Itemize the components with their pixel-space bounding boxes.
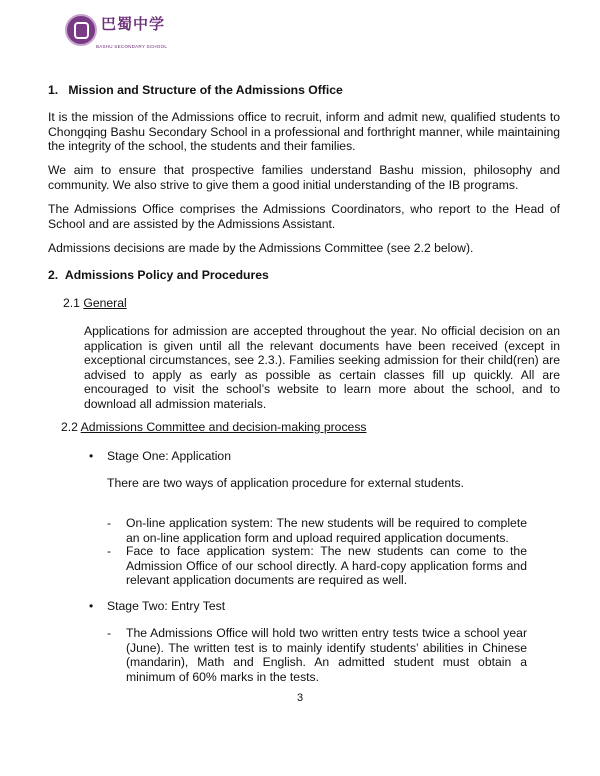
dash-marker: - — [107, 516, 112, 530]
section1-paragraph-decisions: Admissions decisions are made by the Admissions Committee (see 2.2 below). — [48, 241, 474, 255]
subsection-2-1-title: General — [83, 296, 127, 310]
dash-marker: - — [107, 544, 112, 558]
section1-heading: 1. Mission and Structure of the Admissions Office — [48, 83, 343, 97]
dash-marker: - — [107, 626, 112, 640]
school-logo — [62, 12, 168, 52]
stage-two-title: Stage Two: Entry Test — [107, 599, 226, 613]
logo-chinese-name: 巴蜀中学 — [101, 15, 166, 33]
bullet-stage-one: • — [89, 449, 94, 463]
section1-paragraph-mission: It is the mission of the Admissions office to recruit, inform and admit new, qualified students to Chongqing Bashu Secondary School in a professional and forthright manner, while maintaining the integrity of the school, the students and their families. — [48, 110, 560, 154]
subsection-2-2-title: Admissions Committee and decision-making process — [80, 420, 367, 434]
stage-one-item-online: On-line application system: The new students will be required to complete an on-line application form and upload required application documents. — [126, 516, 527, 545]
subsection-2-1-body: Applications for admission are accepted throughout the year. No official decision on an application is given until all the relevant documents have been received (except in exceptional circumstances, see 2.3.). Families seeking admission for their child(ren) are advised to apply as early as possible as certain classes fill up quickly. All are encouraged to visit the school’s website to learn more about the school, and to download all admission materials. — [84, 324, 560, 411]
crest-icon — [65, 14, 97, 46]
section1-paragraph-structure: The Admissions Office comprises the Admissions Coordinators, who report to the Head of School and are assisted by the Admissions Assistant. — [48, 202, 560, 231]
section1-paragraph-aims: We aim to ensure that prospective families understand Bashu mission, philosophy and community. We also strive to give them a good initial understanding of the IB programs. — [48, 163, 560, 192]
stage-two-item-entry-test: The Admissions Office will hold two written entry tests twice a school year (June). The written test is to mainly identify students’ abilities in Chinese (mandarin), Math and English. An admitted student must obtain a minimum of 60% marks in the tests. — [126, 626, 527, 684]
stage-one-item-face-to-face: Face to face application system: The new students can come to the Admission Office of our school directly. A hard-copy application forms and relevant application documents are required as well. — [126, 544, 527, 588]
subsection-2-1-heading — [63, 296, 127, 311]
page-number: 3 — [296, 692, 304, 704]
subsection-2-2-heading — [61, 420, 367, 435]
logo-english-name: BASHU SECONDARY SCHOOL — [96, 44, 168, 49]
stage-one-title: Stage One: Application — [107, 449, 231, 463]
subsection-2-2-number: 2.2 — [61, 420, 78, 434]
section2-heading: 2. Admissions Policy and Procedures — [48, 268, 269, 282]
subsection-2-1-number: 2.1 — [63, 296, 80, 310]
stage-one-intro: There are two ways of application procedure for external students. — [107, 476, 465, 490]
bullet-stage-two: • — [89, 599, 94, 613]
